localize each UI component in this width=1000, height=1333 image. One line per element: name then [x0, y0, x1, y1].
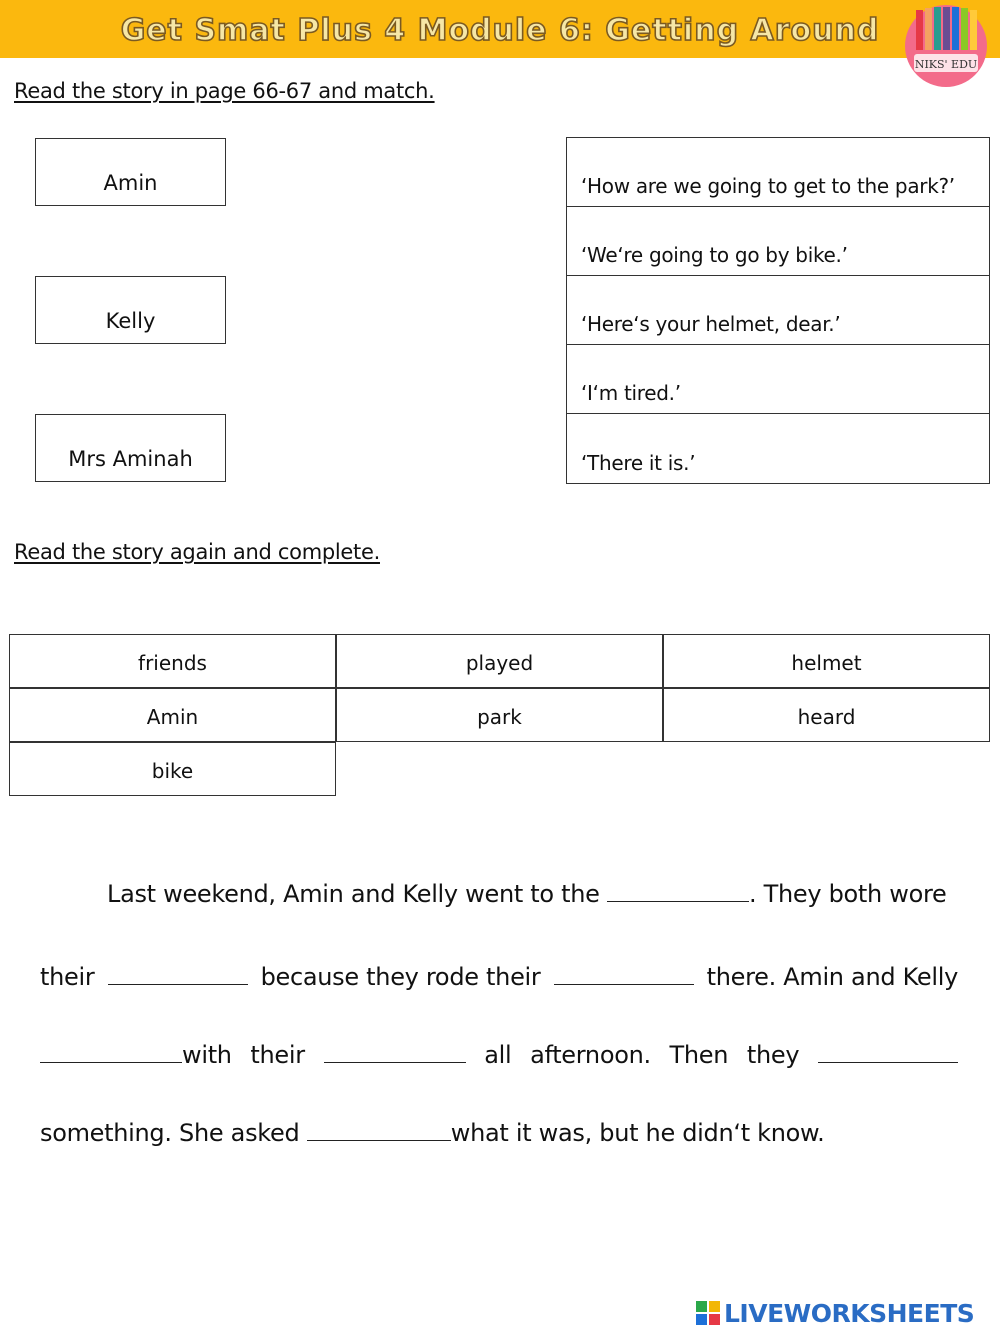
story-text: there. Amin and Kelly	[706, 963, 958, 991]
quote-box[interactable]	[567, 345, 989, 414]
liveworksheets-brand	[696, 1298, 974, 1328]
name-label: Amin	[103, 171, 158, 195]
story-text: all	[484, 1041, 512, 1069]
quote-box[interactable]	[567, 207, 989, 276]
liveworksheets-icon	[696, 1301, 720, 1325]
answer-blank-1[interactable]	[607, 883, 749, 902]
worksheet-title: Get Smat Plus 4 Module 6: Getting Around	[120, 13, 880, 48]
quote-box[interactable]	[567, 414, 989, 483]
name-label: Mrs Aminah	[68, 447, 193, 471]
story-text: they	[746, 1041, 800, 1069]
word-bank-cell: helmet	[663, 634, 990, 688]
story-line-2	[40, 963, 958, 991]
story-text: . They both wore	[748, 880, 947, 908]
story-text: what it was, but he didn‘t know.	[450, 1119, 825, 1147]
quote-text: ‘How are we going to get to the park?’	[581, 174, 955, 198]
name-label: Kelly	[105, 309, 156, 333]
story-text: because they rode their	[260, 963, 541, 991]
colored-pencils-icon	[916, 7, 977, 50]
story-text: Then	[669, 1041, 729, 1069]
brand-text: LIVEWORKSHEETS	[724, 1298, 975, 1328]
quote-text: ‘I‘m tired.’	[581, 381, 681, 405]
story-line-4	[40, 1119, 958, 1147]
story-text: their	[250, 1041, 305, 1069]
quote-column	[566, 137, 990, 484]
story-text: Last weekend, Amin and Kelly went to the	[107, 880, 600, 908]
word-bank-cell: bike	[9, 742, 336, 796]
word-bank-cell: friends	[9, 634, 336, 688]
story-text: with	[182, 1041, 232, 1069]
story-text: their	[40, 963, 95, 991]
match-instructions: Read the story in page 66-67 and match.	[14, 79, 435, 103]
answer-blank-4[interactable]	[40, 1044, 182, 1063]
answer-blank-2[interactable]	[108, 966, 248, 985]
story-text: something. She asked	[40, 1119, 300, 1147]
answer-blank-3[interactable]	[554, 966, 694, 985]
name-box-mrs-aminah[interactable]	[35, 414, 226, 482]
name-box-amin[interactable]	[35, 138, 226, 206]
logo-text: NIKS' EDU	[914, 58, 978, 71]
word-bank-cell: played	[336, 634, 663, 688]
quote-box[interactable]	[567, 276, 989, 345]
word-bank-cell: park	[336, 688, 663, 742]
story-line-3	[40, 1041, 958, 1069]
answer-blank-5[interactable]	[324, 1044, 466, 1063]
word-bank-cell: heard	[663, 688, 990, 742]
quote-text: ‘We‘re going to go by bike.’	[581, 243, 848, 267]
story-line-1	[40, 880, 958, 908]
quote-text: ‘There it is.’	[581, 451, 696, 475]
complete-instructions: Read the story again and complete.	[14, 540, 380, 564]
story-text: afternoon.	[530, 1041, 651, 1069]
quote-box[interactable]	[567, 138, 989, 207]
word-bank-cell: Amin	[9, 688, 336, 742]
answer-blank-7[interactable]	[307, 1122, 451, 1141]
name-box-kelly[interactable]	[35, 276, 226, 344]
quote-text: ‘Here‘s your helmet, dear.’	[581, 312, 841, 336]
answer-blank-6[interactable]	[818, 1044, 958, 1063]
niks-edu-logo	[904, 4, 988, 88]
